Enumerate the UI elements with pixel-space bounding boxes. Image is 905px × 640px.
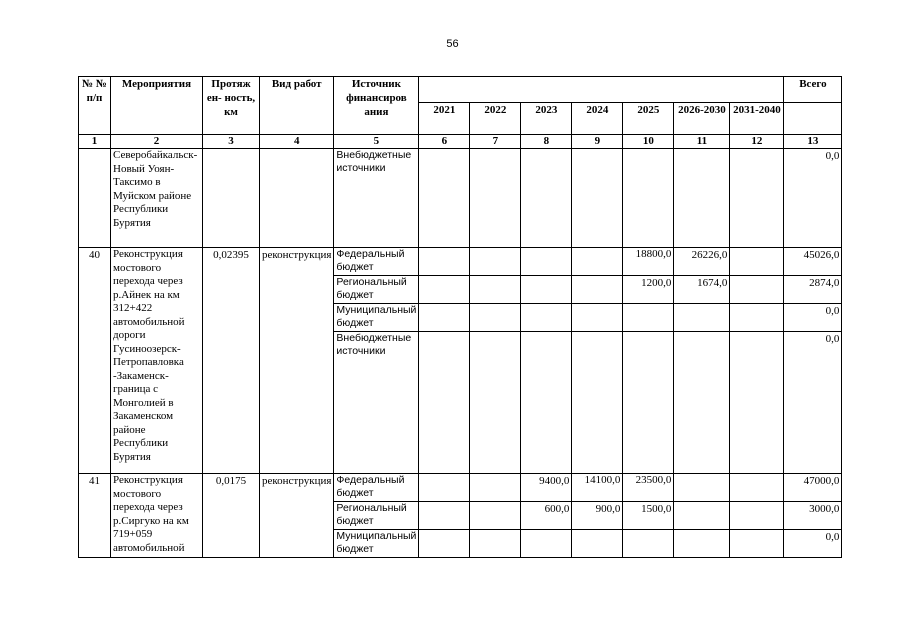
length-cell bbox=[203, 149, 260, 248]
row-number bbox=[79, 149, 111, 248]
header-row bbox=[79, 77, 842, 103]
total-cell: 0,0 bbox=[784, 530, 842, 558]
total-cell: 2874,0 bbox=[784, 276, 842, 304]
years-group-header bbox=[419, 77, 784, 103]
column-number: 6 bbox=[419, 135, 470, 149]
year-header: 2026-2030 bbox=[674, 103, 730, 135]
source-cell: Региональный бюджет bbox=[334, 502, 419, 530]
total-subheader bbox=[784, 103, 842, 135]
work-cell: реконструкция bbox=[260, 248, 334, 474]
year-header: 2022 bbox=[470, 103, 521, 135]
column-number: 2 bbox=[111, 135, 203, 149]
column-number: 7 bbox=[470, 135, 521, 149]
source-cell: Внебюджетные источники bbox=[334, 332, 419, 474]
column-number: 8 bbox=[521, 135, 572, 149]
col-source-header: Источник финансиров ания bbox=[334, 77, 419, 135]
source-cell: Внебюджетные источники bbox=[334, 149, 419, 248]
row-number: 41 bbox=[79, 474, 111, 558]
measure-cell: Северобайкальск- Новый Уоян- Таксимо в Муйском районе Республики Бурятия bbox=[111, 149, 203, 248]
col-work-header: Вид работ bbox=[260, 77, 334, 135]
source-cell: Муниципальный бюджет bbox=[334, 530, 419, 558]
col-no-header: № № п/п bbox=[79, 77, 111, 135]
column-number: 1 bbox=[79, 135, 111, 149]
amount-cell: 1500,0 bbox=[623, 502, 674, 530]
work-cell: реконструкция bbox=[260, 474, 334, 558]
measure-cell: Реконструкция мостового перехода через р.Сиргуко на км 719+059 автомобильной bbox=[111, 474, 203, 558]
funding-table bbox=[78, 76, 842, 558]
column-number: 10 bbox=[623, 135, 674, 149]
total-cell: 45026,0 bbox=[784, 248, 842, 276]
total-cell: 3000,0 bbox=[784, 502, 842, 530]
row-number: 40 bbox=[79, 248, 111, 474]
column-numbers-row bbox=[79, 135, 842, 149]
column-number: 4 bbox=[260, 135, 334, 149]
column-number: 11 bbox=[674, 135, 730, 149]
total-cell: 0,0 bbox=[784, 149, 842, 248]
amount-cell: 600,0 bbox=[521, 502, 572, 530]
column-number: 5 bbox=[334, 135, 419, 149]
year-header: 2031-2040 bbox=[730, 103, 784, 135]
source-cell: Федеральный бюджет bbox=[334, 248, 419, 276]
table-row bbox=[79, 474, 842, 502]
column-number: 9 bbox=[572, 135, 623, 149]
col-length-header: Протяж ен- ность, км bbox=[203, 77, 260, 135]
amount-cell: 900,0 bbox=[572, 502, 623, 530]
total-cell: 0,0 bbox=[784, 332, 842, 474]
amount-cell: 14100,0 bbox=[572, 474, 623, 502]
measure-cell: Реконструкция мостового перехода через р.Айнек на км 312+422 автомобильной дороги Гусиноозерск-Петропавловка -Закаменск-граница с Монголией в Закаменском районе Республики Бурятия bbox=[111, 248, 203, 474]
amount-cell: 18800,0 bbox=[623, 248, 674, 276]
amount-cell: 23500,0 bbox=[623, 474, 674, 502]
length-cell: 0,02395 bbox=[203, 248, 260, 474]
column-number: 13 bbox=[784, 135, 842, 149]
year-header: 2024 bbox=[572, 103, 623, 135]
amount-cell: 1200,0 bbox=[623, 276, 674, 304]
col-measure-header: Мероприятия bbox=[111, 77, 203, 135]
amount-cell: 1674,0 bbox=[674, 276, 730, 304]
col-total-header: Всего bbox=[784, 77, 842, 103]
source-cell: Федеральный бюджет bbox=[334, 474, 419, 502]
year-header: 2025 bbox=[623, 103, 674, 135]
table-row bbox=[79, 248, 842, 276]
page-number: 56 bbox=[446, 38, 459, 50]
year-header: 2023 bbox=[521, 103, 572, 135]
amount-cell: 26226,0 bbox=[674, 248, 730, 276]
amount-cell: 9400,0 bbox=[521, 474, 572, 502]
column-number: 3 bbox=[203, 135, 260, 149]
source-cell: Региональный бюджет bbox=[334, 276, 419, 304]
total-cell: 47000,0 bbox=[784, 474, 842, 502]
total-cell: 0,0 bbox=[784, 304, 842, 332]
year-header: 2021 bbox=[419, 103, 470, 135]
column-number: 12 bbox=[730, 135, 784, 149]
table-row bbox=[79, 149, 842, 248]
work-cell bbox=[260, 149, 334, 248]
length-cell: 0,0175 bbox=[203, 474, 260, 558]
source-cell: Муниципальный бюджет bbox=[334, 304, 419, 332]
